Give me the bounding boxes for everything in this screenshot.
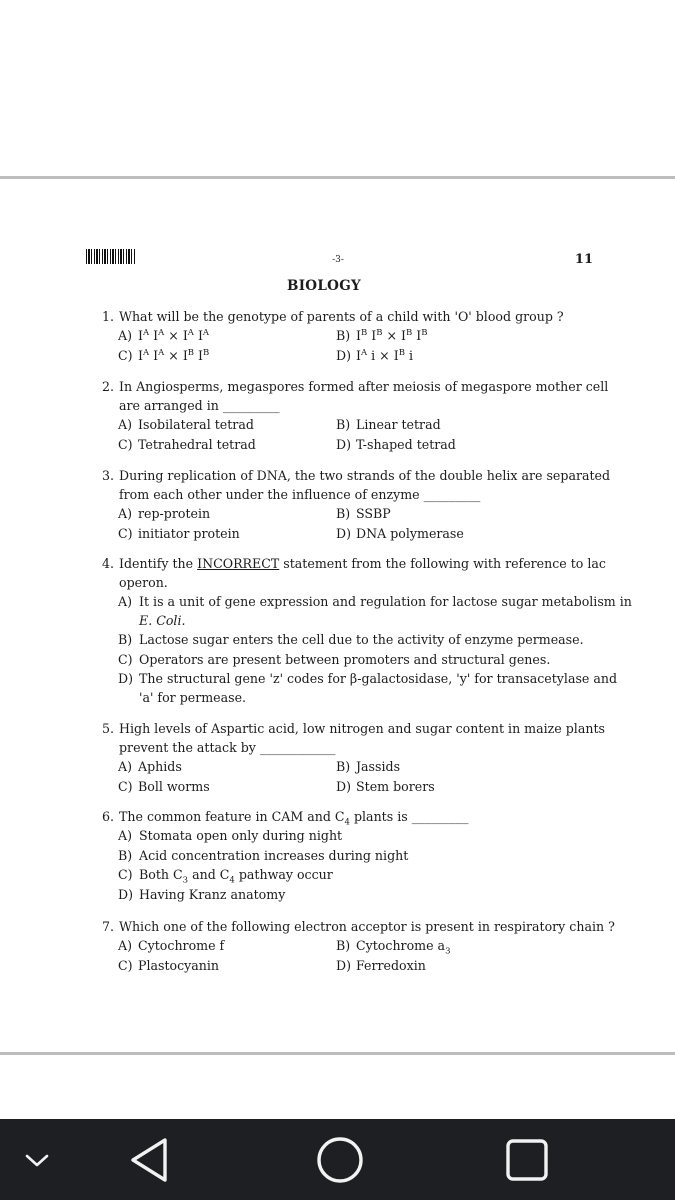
question-2 [102, 377, 609, 454]
question-5 [102, 719, 605, 796]
question-text-continued: prevent the attack by ____________ [119, 740, 336, 755]
option-a: A) Stomata open only during night [118, 828, 343, 843]
booklet-code: 11 [574, 252, 593, 267]
question-number: 7. [102, 919, 115, 934]
option-d: D) Stem borers [336, 778, 435, 794]
option-c: C) Both $C_3$ and $C_4$ pathway occur [118, 867, 333, 886]
option-b: B) $I^B$ $I^B \times I^B$ $I^B$ [336, 327, 428, 343]
question-number: 4. [102, 556, 115, 571]
question-text-continued: operon. [119, 575, 168, 590]
option-c: C) Plastocyanin [118, 957, 220, 973]
option-b: B) SSBP [336, 506, 391, 521]
option-a: A) rep-protein [118, 506, 211, 521]
question-4 [102, 554, 632, 707]
option-c: C) Operators are present between promoters and structural genes. [118, 651, 551, 667]
option-b: B) Linear tetrad [336, 417, 441, 432]
option-a: A) It is a unit of gene expression and regulation for lactose sugar metabolism in [118, 594, 632, 609]
question-number: 6. [102, 809, 115, 824]
question-3 [102, 466, 611, 543]
subject-title: BIOLOGY [286, 278, 361, 294]
option-d-continued: 'a' for permease. [139, 690, 247, 705]
question-7 [102, 917, 615, 975]
question-number: 1. [102, 309, 115, 324]
option-d: D) Ferredoxin [336, 957, 426, 973]
option-c: C) $I^A$ $I^A \times I^B$ $I^B$ [118, 347, 210, 363]
question-number: 5. [102, 721, 115, 736]
option-b: B) Jassids [336, 759, 401, 774]
option-a: A) Aphids [118, 759, 182, 774]
question-text: During replication of DNA, the two strands of the double helix are separated [119, 468, 611, 483]
navigation-bar [0, 1119, 675, 1200]
top-divider [0, 176, 675, 179]
option-a-continued: E. Coli. [139, 613, 186, 628]
option-a: A) $I^A$ $I^A \times I^A$ $I^A$ [118, 327, 210, 343]
option-b: B) Cytochrome $a_3$ [336, 938, 451, 957]
question-text: High levels of Aspartic acid, low nitrogen and sugar content in maize plants [119, 721, 605, 736]
option-d: D) DNA polymerase [336, 525, 464, 541]
question-text: Identify the INCORRECT statement from the following with reference to lac [119, 556, 606, 571]
page-number: -3- [332, 255, 344, 265]
option-b: B) Lactose sugar enters the cell due to the activity of enzyme permease. [118, 632, 584, 647]
option-a: A) Cytochrome f [118, 938, 225, 953]
emphasis-incorrect: INCORRECT [197, 556, 280, 571]
option-d: D) $I^A$ $i \times I^B$ i [336, 347, 413, 363]
home-circle-icon[interactable] [314, 1135, 366, 1185]
option-d: D) The structural gene 'z' codes for β-galactosidase, 'y' for transacetylase and [118, 671, 618, 686]
question-text-continued: from each other under the influence of enzyme _________ [119, 487, 481, 502]
question-text: In Angiosperms, megaspores formed after meiosis of megaspore mother cell [119, 379, 609, 394]
question-6 [102, 807, 590, 905]
option-d: D) T-shaped tetrad [336, 436, 456, 452]
option-a: A) Isobilateral tetrad [118, 417, 254, 432]
back-triangle-icon[interactable] [128, 1135, 172, 1185]
option-c: C) Boll worms [118, 778, 210, 794]
question-1 [102, 307, 590, 365]
option-c: C) Tetrahedral tetrad [118, 436, 256, 452]
barcode-image [86, 249, 136, 264]
recents-square-icon[interactable] [503, 1136, 551, 1184]
question-text: The common feature in CAM and $C_4$ plants is _________ [119, 809, 469, 828]
option-b: B) Acid concentration increases during night [118, 847, 409, 863]
option-d: D) Having Kranz anatomy [118, 887, 286, 903]
question-text: Which one of the following electron acceptor is present in respiratory chain ? [119, 919, 615, 934]
question-number: 3. [102, 468, 115, 483]
question-text: What will be the genotype of parents of a child with 'O' blood group ? [119, 309, 564, 324]
chevron-down-icon[interactable] [24, 1149, 50, 1171]
question-number: 2. [102, 379, 115, 394]
option-c: C) initiator protein [118, 525, 240, 541]
question-text-continued: are arranged in _________ [119, 398, 280, 413]
bottom-divider [0, 1052, 675, 1055]
